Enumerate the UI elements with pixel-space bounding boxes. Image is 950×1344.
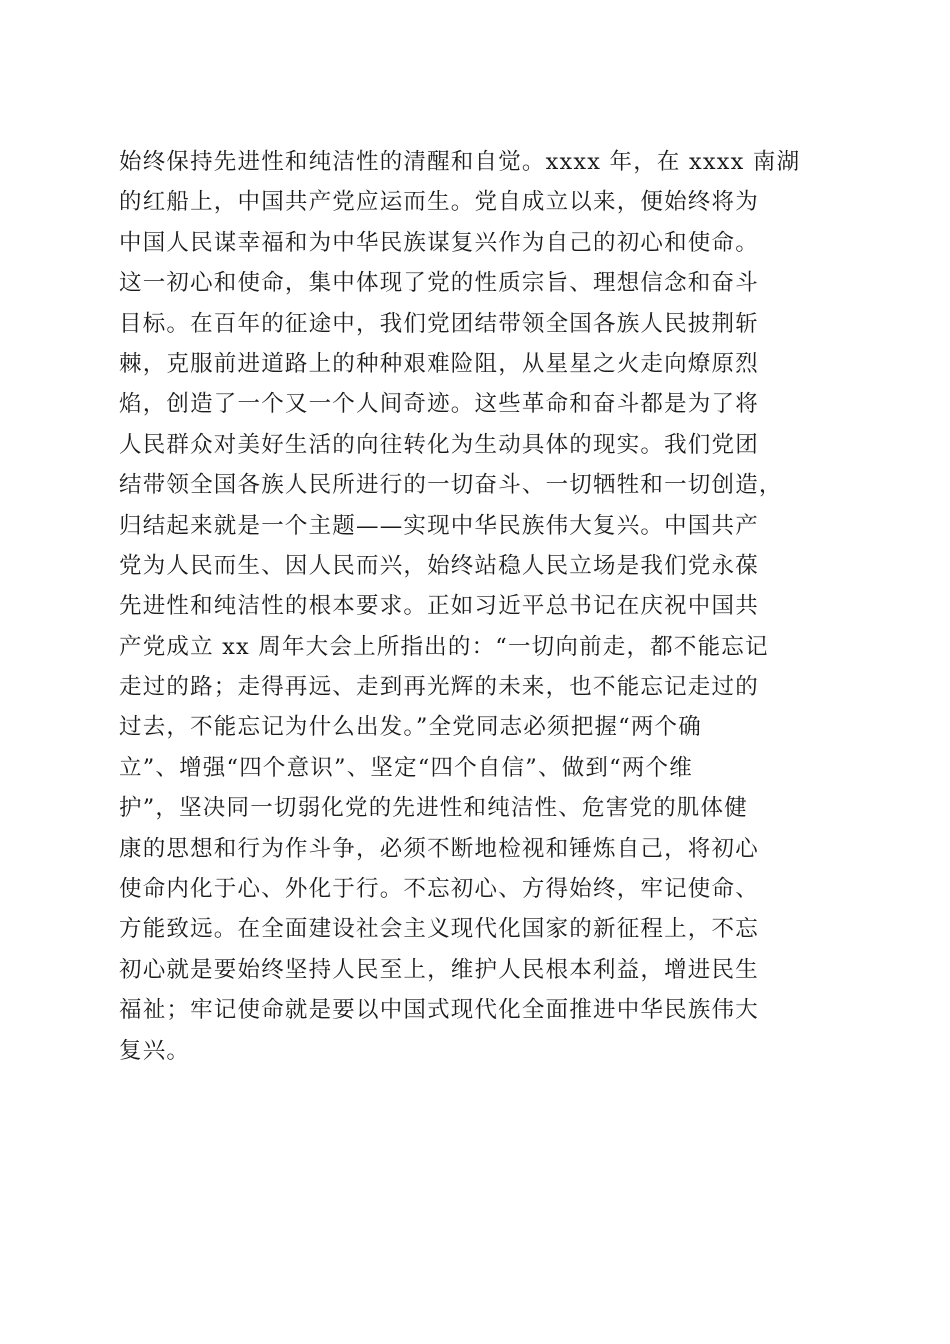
body-paragraph bbox=[119, 142, 839, 1071]
paragraph-line: 先进性和纯洁性的根本要求。正如习近平总书记在庆祝中国共 bbox=[119, 593, 759, 620]
paragraph-line: 中国人民谋幸福和为中华民族谋复兴作为自己的初心和使命。 bbox=[119, 229, 759, 256]
paragraph-line: 立”、增强“四个意识”、坚定“四个自信”、做到“两个维 bbox=[119, 754, 693, 781]
paragraph-line: 人民群众对美好生活的向往转化为生动具体的现实。我们党团 bbox=[119, 431, 759, 458]
paragraph-line: 走过的路；走得再远、走到再光辉的未来，也不能忘记走过的 bbox=[119, 674, 759, 701]
paragraph-line: 初心就是要始终坚持人民至上，维护人民根本利益，增进民生 bbox=[119, 956, 759, 983]
paragraph-line: 棘，克服前进道路上的种种艰难险阻，从星星之火走向燎原烈 bbox=[119, 350, 759, 377]
paragraph-line: 福祉；牢记使命就是要以中国式现代化全面推进中华民族伟大 bbox=[119, 997, 759, 1024]
paragraph-line: 焰，创造了一个又一个人间奇迹。这些革命和奋斗都是为了将 bbox=[119, 391, 759, 418]
paragraph-line: 结带领全国各族人民所进行的一切奋斗、一切牺牲和一切创造， bbox=[119, 472, 783, 499]
paragraph-line: 方能致远。在全面建设社会主义现代化国家的新征程上，不忘 bbox=[119, 916, 759, 943]
paragraph-line: 使命内化于心、外化于行。不忘初心、方得始终，牢记使命、 bbox=[119, 876, 759, 903]
paragraph-line: 护”，坚决同一切弱化党的先进性和纯洁性、危害党的肌体健 bbox=[119, 795, 748, 822]
paragraph-line: 过去，不能忘记为什么出发。”全党同志必须把握“两个确 bbox=[119, 714, 702, 741]
paragraph-line: 复兴。 bbox=[119, 1037, 191, 1064]
paragraph-line: 目标。在百年的征途中，我们党团结带领全国各族人民披荆斩 bbox=[119, 310, 759, 337]
paragraph-line: 党为人民而生、因人民而兴，始终站稳人民立场是我们党永葆 bbox=[119, 552, 759, 579]
paragraph-line: 归结起来就是一个主题——实现中华民族伟大复兴。中国共产 bbox=[119, 512, 759, 539]
paragraph-line: 的红船上，中国共产党应运而生。党自成立以来，便始终将为 bbox=[119, 189, 759, 216]
paragraph-line: 康的思想和行为作斗争，必须不断地检视和锤炼自己，将初心 bbox=[119, 835, 759, 862]
paragraph-line: 这一初心和使命，集中体现了党的性质宗旨、理想信念和奋斗 bbox=[119, 270, 759, 297]
paragraph-line: 始终保持先进性和纯洁性的清醒和自觉。xxxx 年，在 xxxx 南湖 bbox=[119, 149, 801, 175]
paragraph-line: 产党成立 xx 周年大会上所指出的：“一切向前走，都不能忘记 bbox=[119, 633, 769, 660]
